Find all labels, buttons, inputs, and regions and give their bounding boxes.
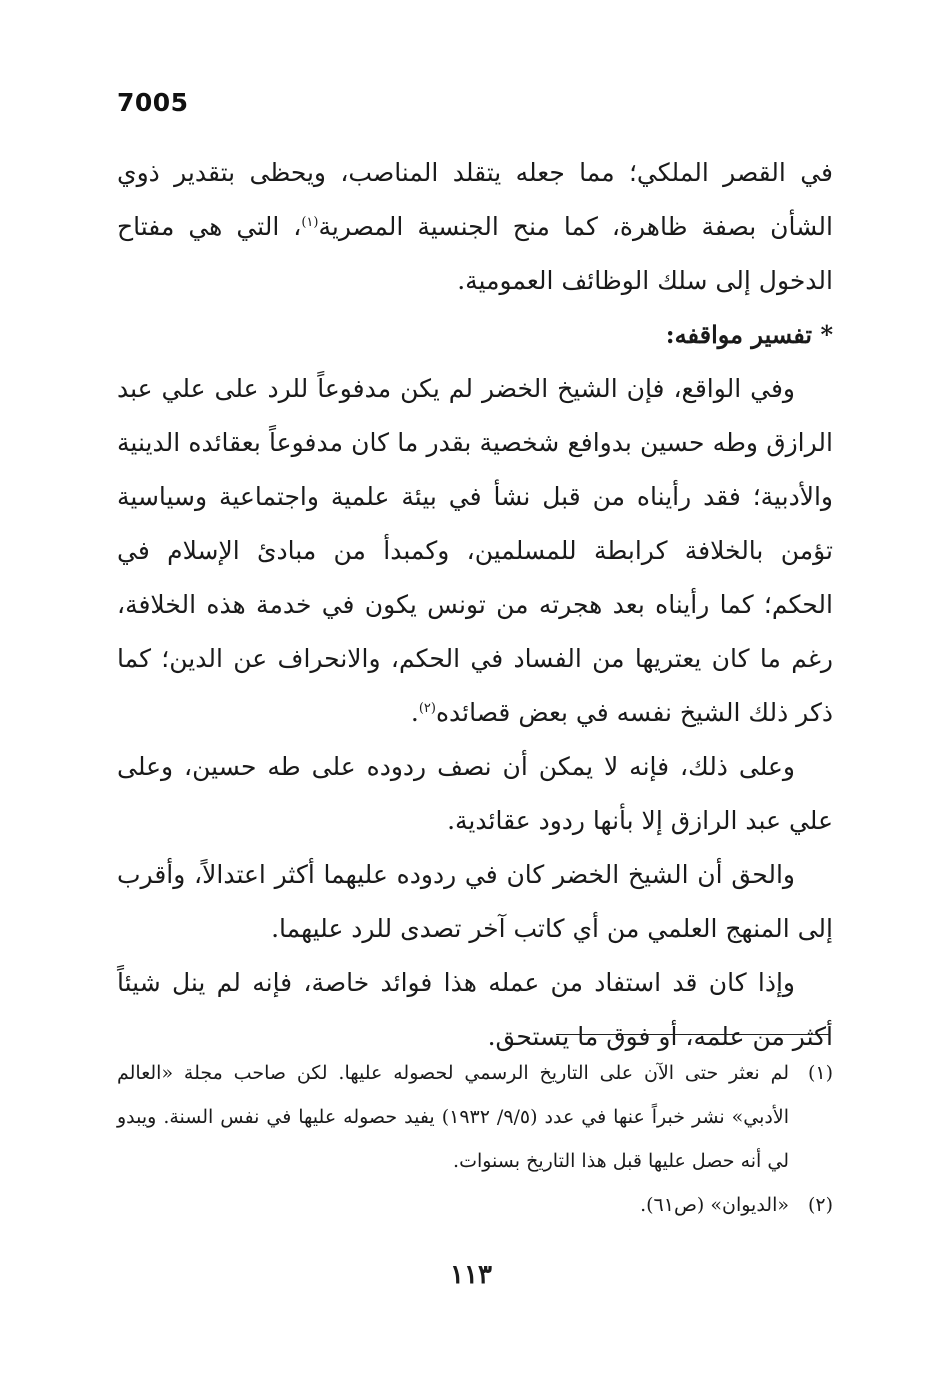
paragraph-1-text-a: في القصر الملكي؛ مما جعله يتقلد المناصب، ويحظى بتقدير ذوي الشأن بصفة ظاهرة، كما منح الجنسية المصرية xyxy=(117,158,833,241)
paragraph-1-text-b: ، التي هي مفتاح الدخول إلى سلك الوظائف العمومية. xyxy=(117,212,833,295)
paragraph-1 xyxy=(117,146,833,308)
page-identifier: 7005 xyxy=(117,88,189,117)
footnote-2-number: (٢) xyxy=(807,1194,833,1216)
paragraph-2 xyxy=(117,362,833,740)
paragraph-2-text-b: . xyxy=(410,698,419,727)
paragraph-3: وعلى ذلك، فإنه لا يمكن أن نصف ردوده على طه حسين، وعلى علي عبد الرازق إلا بأنها ردود عقائدية. xyxy=(117,752,833,835)
footnote-2-text: «الديوان» (ص٦١). xyxy=(640,1194,789,1216)
page-number: ١١٣ xyxy=(450,1260,492,1290)
footnote-1 xyxy=(117,1051,833,1183)
main-text xyxy=(117,146,833,1064)
paragraph-4: والحق أن الشيخ الخضر كان في ردوده عليهما أكثر اعتدالاً، وأقرب إلى المنهج العلمي من أي كاتب آخر تصدى للرد عليهما. xyxy=(117,860,833,943)
paragraph-2-text-a: وفي الواقع، فإن الشيخ الخضر لم يكن مدفوعاً للرد على علي عبد الرازق وطه حسين بدوافع شخصية بقدر ما كان مدفوعاً بعقائده الدينية والأدبية؛ فقد رأيناه من قبل نشأ في بيئة علمية واجتماعية وسياسية تؤمن بالخلافة كرابطة للمسلمين، وكمبدأ من مبادئ الإسلام في الحكم؛ كما رأيناه بعد هجرته من تونس يكون في خدمة هذه الخلافة، رغم ما كان يعتريها من الفساد في الحكم، والانحراف عن الدين؛ كما ذكر ذلك الشيخ نفسه في بعض قصائده xyxy=(117,374,833,727)
footnote-ref-1: (١) xyxy=(301,215,319,230)
footnote-separator xyxy=(556,1034,830,1035)
footnote-2 xyxy=(117,1183,833,1227)
footnotes xyxy=(117,1051,833,1227)
section-heading: * تفسير مواقفه: xyxy=(665,320,833,349)
footnote-1-number: (١) xyxy=(807,1062,833,1084)
paragraph-5: وإذا كان قد استفاد من عمله هذا فوائد خاصة، فإنه لم ينل شيئاً أكثر من علمه، أو فوق ما يستحق. xyxy=(117,968,833,1051)
footnote-1-text: لم نعثر حتى الآن على التاريخ الرسمي لحصوله عليها. لكن صاحب مجلة «العالم الأدبي» نشر خبراً عنها في عدد (٩/٥/ ١٩٣٢) يفيد حصوله عليها في نفس السنة. ويبدو لي أنه حصل عليها قبل هذا التاريخ بسنوات. xyxy=(117,1062,789,1172)
footnote-ref-2: (٢) xyxy=(418,701,436,716)
